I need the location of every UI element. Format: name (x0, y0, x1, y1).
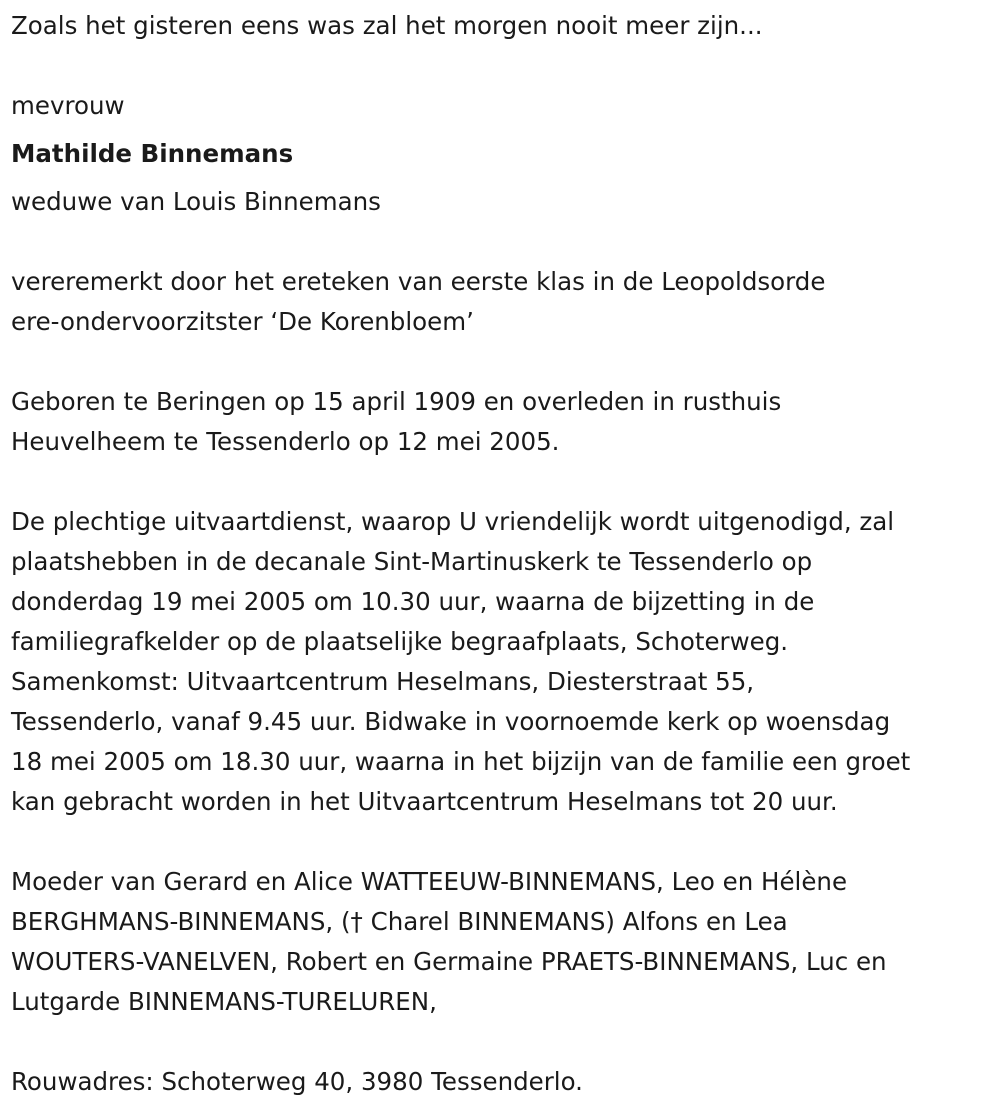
service-line: Samenkomst: Uitvaartcentrum Heselmans, Diesterstraat 55, (11, 667, 755, 696)
honors-line: ere-ondervoorzitster ‘De Korenbloem’ (11, 307, 474, 336)
honors-paragraph (11, 262, 1000, 342)
widow-of: weduwe van Louis Binnemans (11, 187, 381, 216)
service-line: Tessenderlo, vanaf 9.45 uur. Bidwake in voornoemde kerk op woensdag (11, 707, 891, 736)
family-line: Lutgarde BINNEMANS-TURELUREN, (11, 987, 437, 1016)
deceased-name: Mathilde Binnemans (11, 139, 294, 168)
service-paragraph (11, 502, 1000, 822)
birth-death-line: Geboren te Beringen op 15 april 1909 en overleden in rusthuis (11, 387, 782, 416)
family-paragraph (11, 862, 1000, 1022)
service-line: donderdag 19 mei 2005 om 10.30 uur, waarna de bijzetting in de (11, 587, 815, 616)
service-line: familiegrafkelder op de plaatselijke begraafplaats, Schoterweg. (11, 627, 789, 656)
family-line: BERGHMANS-BINNEMANS, († Charel BINNEMANS) Alfons en Lea (11, 907, 788, 936)
birth-death-paragraph (11, 382, 1000, 462)
service-line: kan gebracht worden in het Uitvaartcentrum Heselmans tot 20 uur. (11, 787, 838, 816)
service-line: De plechtige uitvaartdienst, waarop U vriendelijk wordt uitgenodigd, zal (11, 507, 895, 536)
mourning-address: Rouwadres: Schoterweg 40, 3980 Tessenderlo. (11, 1067, 583, 1096)
honors-line: vereremerkt door het ereteken van eerste klas in de Leopoldsorde (11, 267, 826, 296)
motto: Zoals het gisteren eens was zal het morgen nooit meer zijn... (11, 11, 763, 40)
birth-death-line: Heuvelheem te Tessenderlo op 12 mei 2005. (11, 427, 560, 456)
salutation: mevrouw (11, 91, 125, 120)
service-line: 18 mei 2005 om 18.30 uur, waarna in het bijzijn van de familie een groet (11, 747, 911, 776)
service-line: plaatshebben in de decanale Sint-Martinuskerk te Tessenderlo op (11, 547, 813, 576)
family-line: WOUTERS-VANELVEN, Robert en Germaine PRAETS-BINNEMANS, Luc en (11, 947, 887, 976)
family-line: Moeder van Gerard en Alice WATTEEUW-BINNEMANS, Leo en Hélène (11, 867, 848, 896)
